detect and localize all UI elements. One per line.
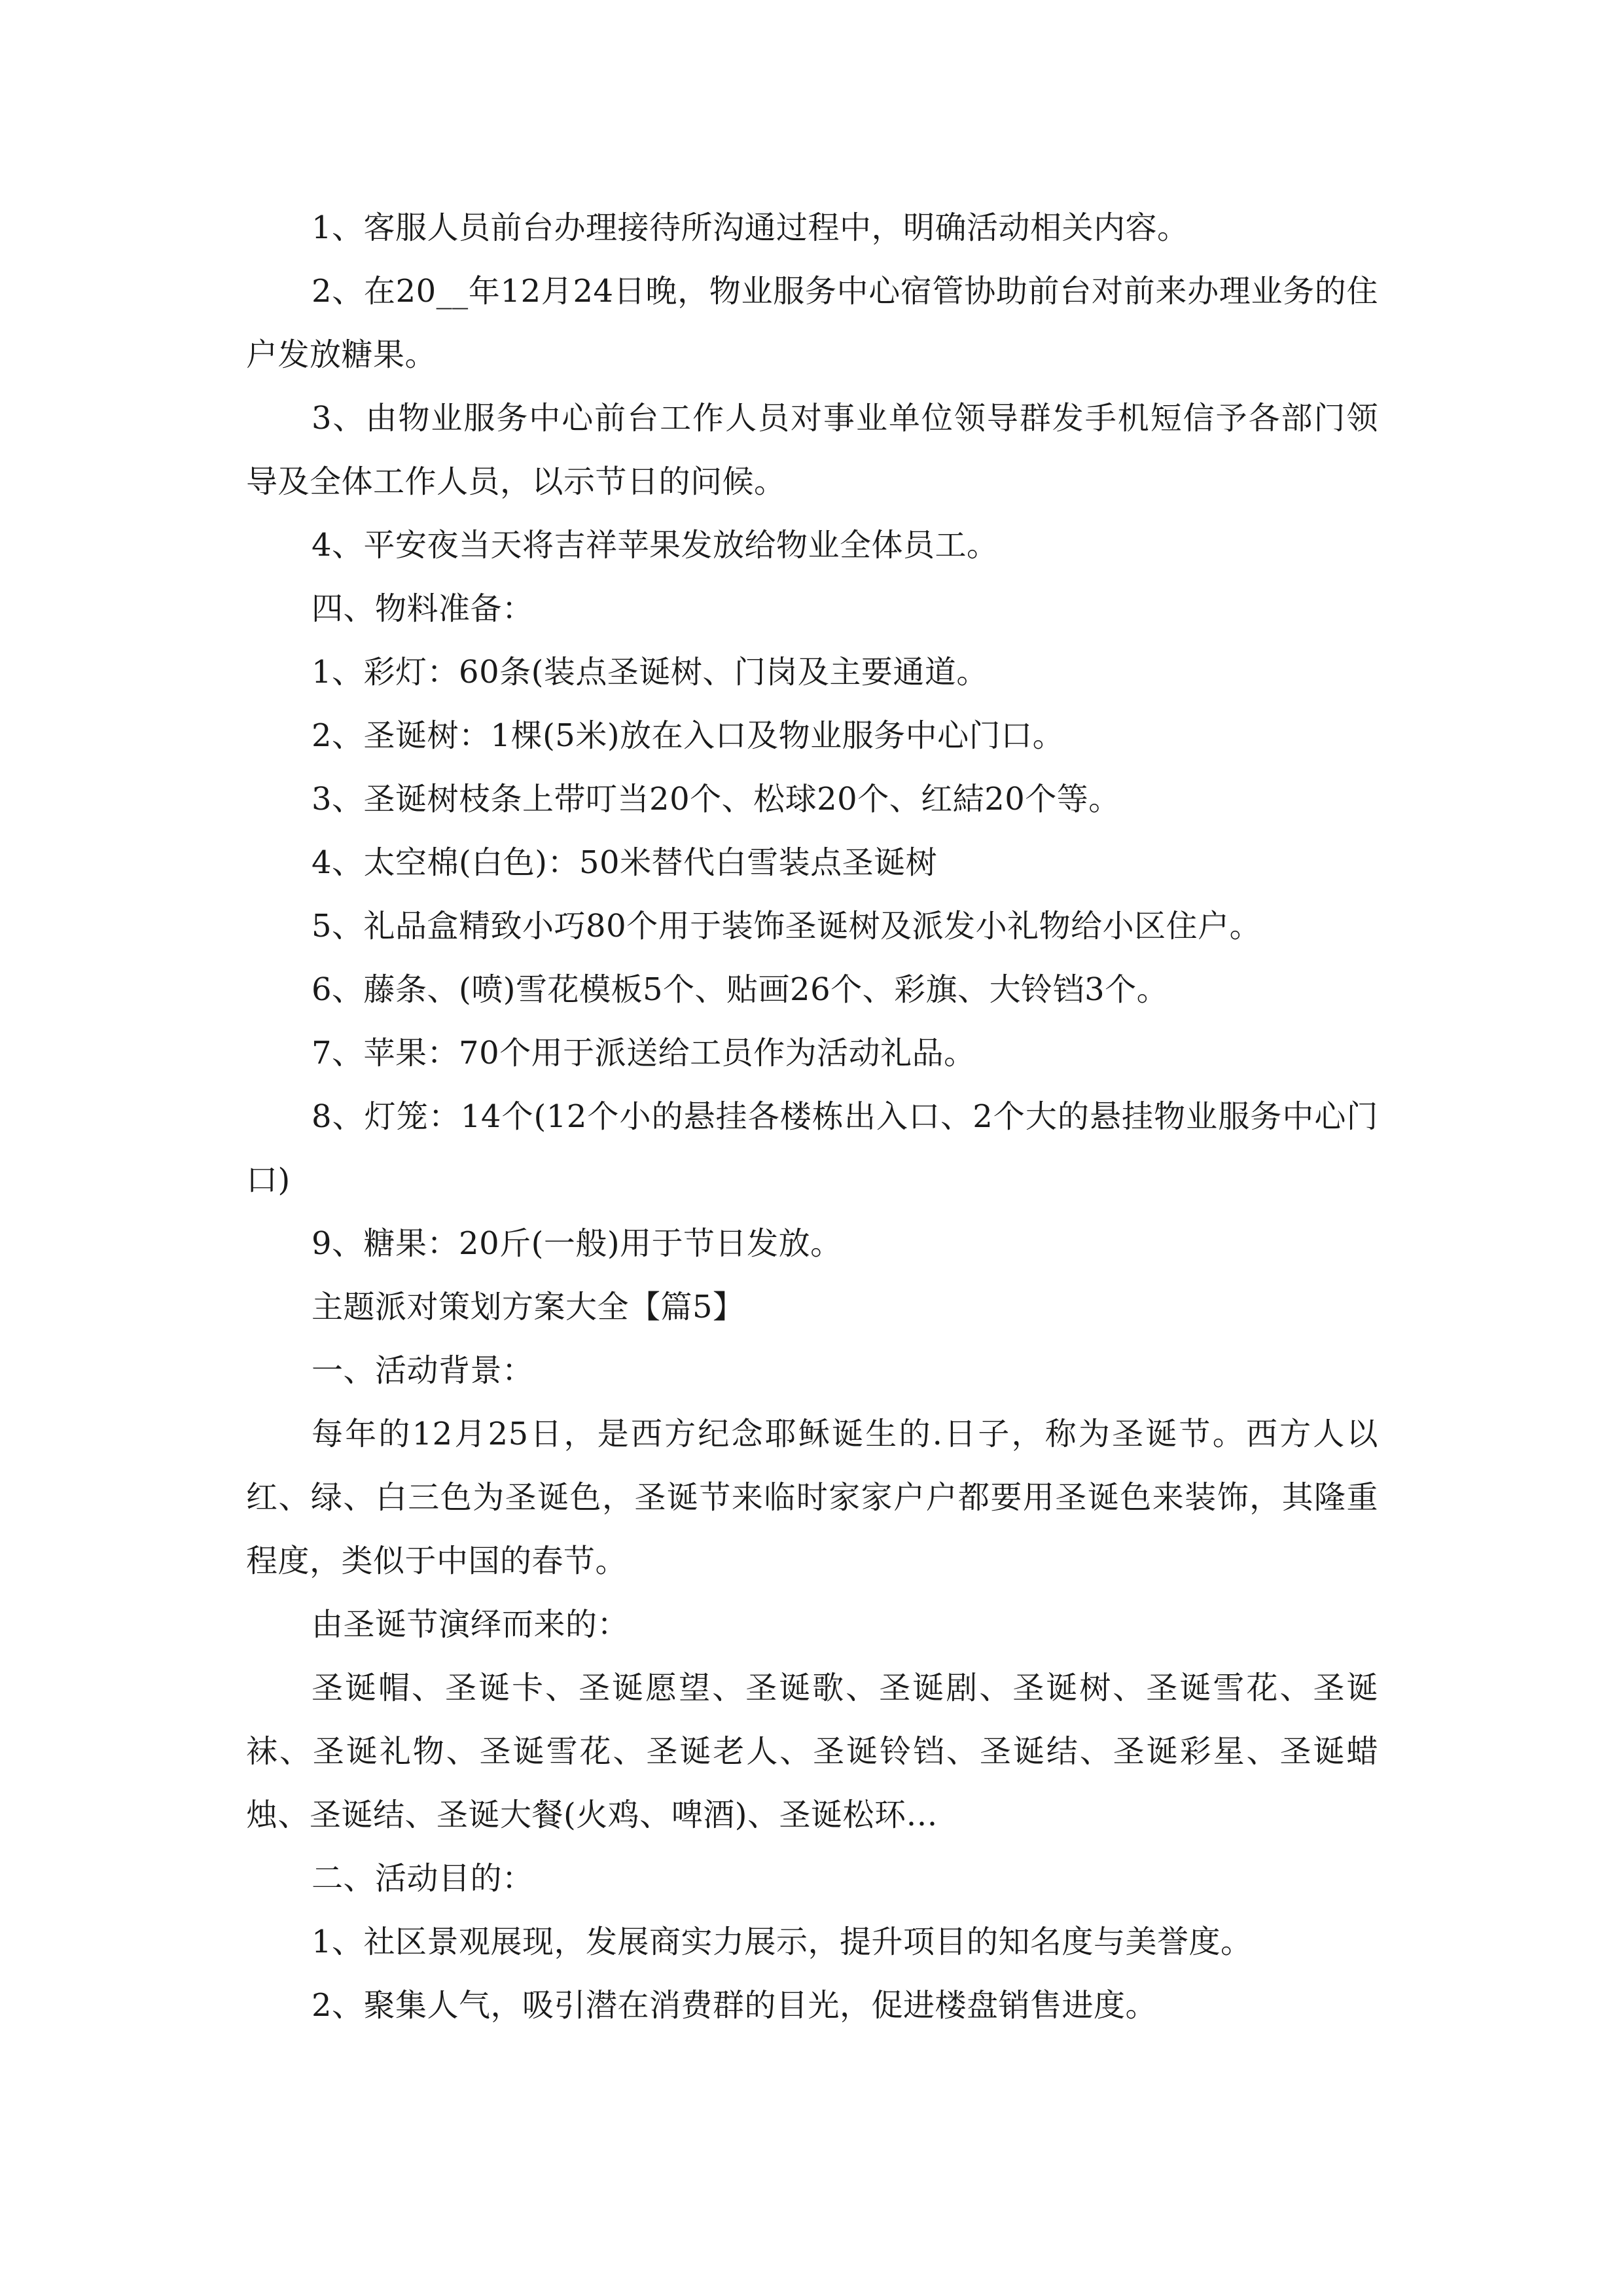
paragraph-4: 4、平安夜当天将吉祥苹果发放给物业全体员工。 (312, 527, 999, 564)
paragraph-6: 1、彩灯：60条(装点圣诞树、门岗及主要通道。 (312, 654, 988, 691)
paragraph-18: 由圣诞节演绎而来的： (312, 1606, 630, 1643)
paragraph-1: 1、客服人员前台办理接待所沟通过程中，明确活动相关内容。 (312, 209, 1189, 246)
paragraph-3: 3、由物业服务中心前台工作人员对事业单位领导群发手机短信予各部门领导及全体工作人员，以示节日的问候。 (246, 400, 1378, 500)
paragraph-19: 圣诞帽、圣诞卡、圣诞愿望、圣诞歌、圣诞剧、圣诞树、圣诞雪花、圣诞袜、圣诞礼物、圣诞雪花、圣诞老人、圣诞铃铛、圣诞结、圣诞彩星、圣诞蜡烛、圣诞结、圣诞大餐(火鸡、啤酒)、圣诞松环… (246, 1670, 1378, 1833)
paragraph-14: 9、糖果：20斤(一般)用于节日发放。 (312, 1225, 842, 1262)
paragraph-12: 7、苹果：70个用于派送给工员作为活动礼品。 (312, 1035, 976, 1071)
paragraph-21: 1、社区景观展现，发展商实力展示，提升项目的知名度与美誉度。 (312, 1924, 1253, 1960)
paragraph-17: 每年的12月25日，是西方纪念耶稣诞生的.日子，称为圣诞节。西方人以红、绿、白三色为圣诞色，圣诞节来临时家家户户都要用圣诞色来装饰，其隆重程度，类似于中国的春节。 (246, 1416, 1378, 1579)
paragraph-13: 8、灯笼：14个(12个小的悬挂各楼栋出入口、2个大的悬挂物业服务中心门口) (246, 1098, 1378, 1198)
paragraph-22: 2、聚集人气，吸引潜在消费群的目光，促进楼盘销售进度。 (312, 1987, 1158, 2024)
paragraph-9: 4、太空棉(白色)：50米替代白雪装点圣诞树 (312, 844, 938, 881)
paragraph-7: 2、圣诞树：1棵(5米)放在入口及物业服务中心门口。 (312, 717, 1065, 754)
section-heading-background: 一、活动背景： (312, 1352, 534, 1389)
paragraph-11: 6、藤条、(喷)雪花模板5个、贴画26个、彩旗、大铃铛3个。 (312, 971, 1169, 1008)
section-heading-purpose: 二、活动目的： (312, 1860, 534, 1897)
document-body (246, 196, 1378, 2037)
paragraph-10: 5、礼品盒精致小巧80个用于装饰圣诞树及派发小礼物给小区住户。 (312, 908, 1262, 944)
article-title: 主题派对策划方案大全【篇5】 (312, 1289, 745, 1325)
paragraph-8: 3、圣诞树枝条上带叮当20个、松球20个、红結20个等。 (312, 781, 1120, 817)
paragraph-2: 2、在20__年12月24日晚，物业服务中心宿管协助前台对前来办理业务的住户发放糖果。 (246, 273, 1378, 373)
section-heading-materials: 四、物料准备： (312, 590, 534, 627)
